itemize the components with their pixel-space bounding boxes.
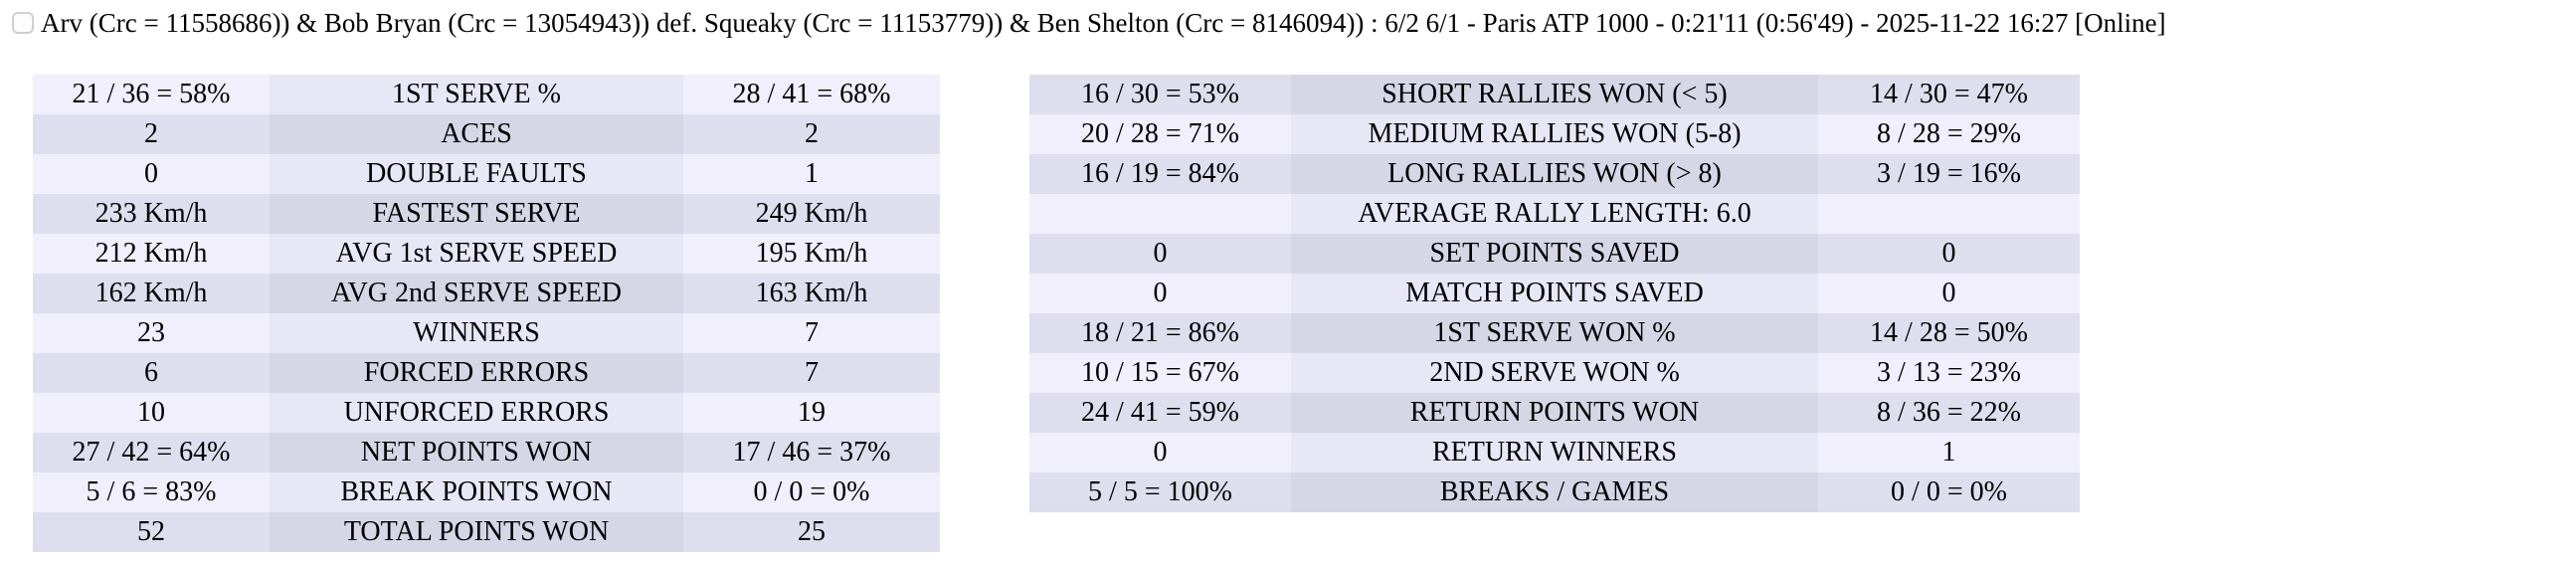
- stat-label: AVG 1st SERVE SPEED: [270, 234, 683, 274]
- stat-value-right: 8 / 28 = 29%: [1818, 114, 2080, 154]
- stat-label: FASTEST SERVE: [270, 194, 683, 234]
- stat-value-right: 249 Km/h: [683, 194, 940, 234]
- stat-value-left: 0: [1029, 274, 1291, 313]
- stat-value-right: 163 Km/h: [683, 274, 940, 313]
- stat-label: SET POINTS SAVED: [1291, 234, 1818, 274]
- stat-value-left: 16 / 19 = 84%: [1029, 154, 1291, 194]
- match-title: Arv (Crc = 11558686)) & Bob Bryan (Crc = 13054943)) def. Squeaky (Crc = 11153779)) & Ben Shelton (Crc = 8146094)) : 6/2 6/1 - Paris ATP 1000 - 0:21'11 (0:56'49) - 2025-11-22 16:27 [Online]: [41, 8, 2166, 38]
- stat-value-right: 17 / 46 = 37%: [683, 433, 940, 472]
- stat-value-left: 23: [33, 313, 270, 353]
- stat-value-left: 212 Km/h: [33, 234, 270, 274]
- stat-label: SHORT RALLIES WON (< 5): [1291, 75, 1818, 114]
- stat-value-left: 10 / 15 = 67%: [1029, 353, 1291, 393]
- stat-label: 1ST SERVE WON %: [1291, 313, 1818, 353]
- stat-value-right: 7: [683, 353, 940, 393]
- stat-value-right: 3 / 19 = 16%: [1818, 154, 2080, 194]
- stat-value-left: 24 / 41 = 59%: [1029, 393, 1291, 433]
- rally-stats-table: [1029, 75, 2080, 512]
- stat-value-right: 0 / 0 = 0%: [683, 472, 940, 512]
- stat-value-right: [1818, 194, 2080, 234]
- stat-label: AVG 2nd SERVE SPEED: [270, 274, 683, 313]
- stat-value-right: 0 / 0 = 0%: [1818, 472, 2080, 512]
- stat-label: 2ND SERVE WON %: [1291, 353, 1818, 393]
- stat-label: FORCED ERRORS: [270, 353, 683, 393]
- stat-label: MEDIUM RALLIES WON (5-8): [1291, 114, 1818, 154]
- stat-value-left: 2: [33, 114, 270, 154]
- stat-value-right: 25: [683, 512, 940, 552]
- stat-value-left: 18 / 21 = 86%: [1029, 313, 1291, 353]
- stat-value-left: 6: [33, 353, 270, 393]
- stat-label: NET POINTS WON: [270, 433, 683, 472]
- stat-value-right: 7: [683, 313, 940, 353]
- stat-value-left: 0: [1029, 433, 1291, 472]
- stat-value-right: 14 / 28 = 50%: [1818, 313, 2080, 353]
- stat-label: LONG RALLIES WON (> 8): [1291, 154, 1818, 194]
- stat-value-right: 1: [683, 154, 940, 194]
- stat-value-right: 28 / 41 = 68%: [683, 75, 940, 114]
- match-header: [12, 8, 2166, 38]
- stat-label: 1ST SERVE %: [270, 75, 683, 114]
- stat-value-right: 0: [1818, 234, 2080, 274]
- stat-value-left: 0: [1029, 234, 1291, 274]
- stat-value-left: 162 Km/h: [33, 274, 270, 313]
- stat-value-left: 52: [33, 512, 270, 552]
- stat-value-right: 1: [1818, 433, 2080, 472]
- stat-label: ACES: [270, 114, 683, 154]
- stat-value-left: [1029, 194, 1291, 234]
- stat-value-left: 21 / 36 = 58%: [33, 75, 270, 114]
- stat-value-left: 0: [33, 154, 270, 194]
- stat-value-right: 0: [1818, 274, 2080, 313]
- stat-value-right: 2: [683, 114, 940, 154]
- stat-value-right: 19: [683, 393, 940, 433]
- stat-label: MATCH POINTS SAVED: [1291, 274, 1818, 313]
- match-select-checkbox[interactable]: [12, 12, 34, 34]
- stat-value-left: 20 / 28 = 71%: [1029, 114, 1291, 154]
- stat-label: TOTAL POINTS WON: [270, 512, 683, 552]
- stat-label: UNFORCED ERRORS: [270, 393, 683, 433]
- stat-value-right: 14 / 30 = 47%: [1818, 75, 2080, 114]
- stat-label: AVERAGE RALLY LENGTH: 6.0: [1291, 194, 1818, 234]
- stat-value-right: 195 Km/h: [683, 234, 940, 274]
- stat-value-left: 5 / 6 = 83%: [33, 472, 270, 512]
- stat-label: BREAKS / GAMES: [1291, 472, 1818, 512]
- serve-stats-table: [33, 75, 940, 552]
- stat-value-left: 233 Km/h: [33, 194, 270, 234]
- stat-label: RETURN POINTS WON: [1291, 393, 1818, 433]
- stat-label: DOUBLE FAULTS: [270, 154, 683, 194]
- stat-label: RETURN WINNERS: [1291, 433, 1818, 472]
- stat-value-right: 8 / 36 = 22%: [1818, 393, 2080, 433]
- stat-value-left: 16 / 30 = 53%: [1029, 75, 1291, 114]
- stat-value-left: 27 / 42 = 64%: [33, 433, 270, 472]
- stat-value-left: 10: [33, 393, 270, 433]
- stat-label: BREAK POINTS WON: [270, 472, 683, 512]
- stat-value-right: 3 / 13 = 23%: [1818, 353, 2080, 393]
- stat-value-left: 5 / 5 = 100%: [1029, 472, 1291, 512]
- stat-label: WINNERS: [270, 313, 683, 353]
